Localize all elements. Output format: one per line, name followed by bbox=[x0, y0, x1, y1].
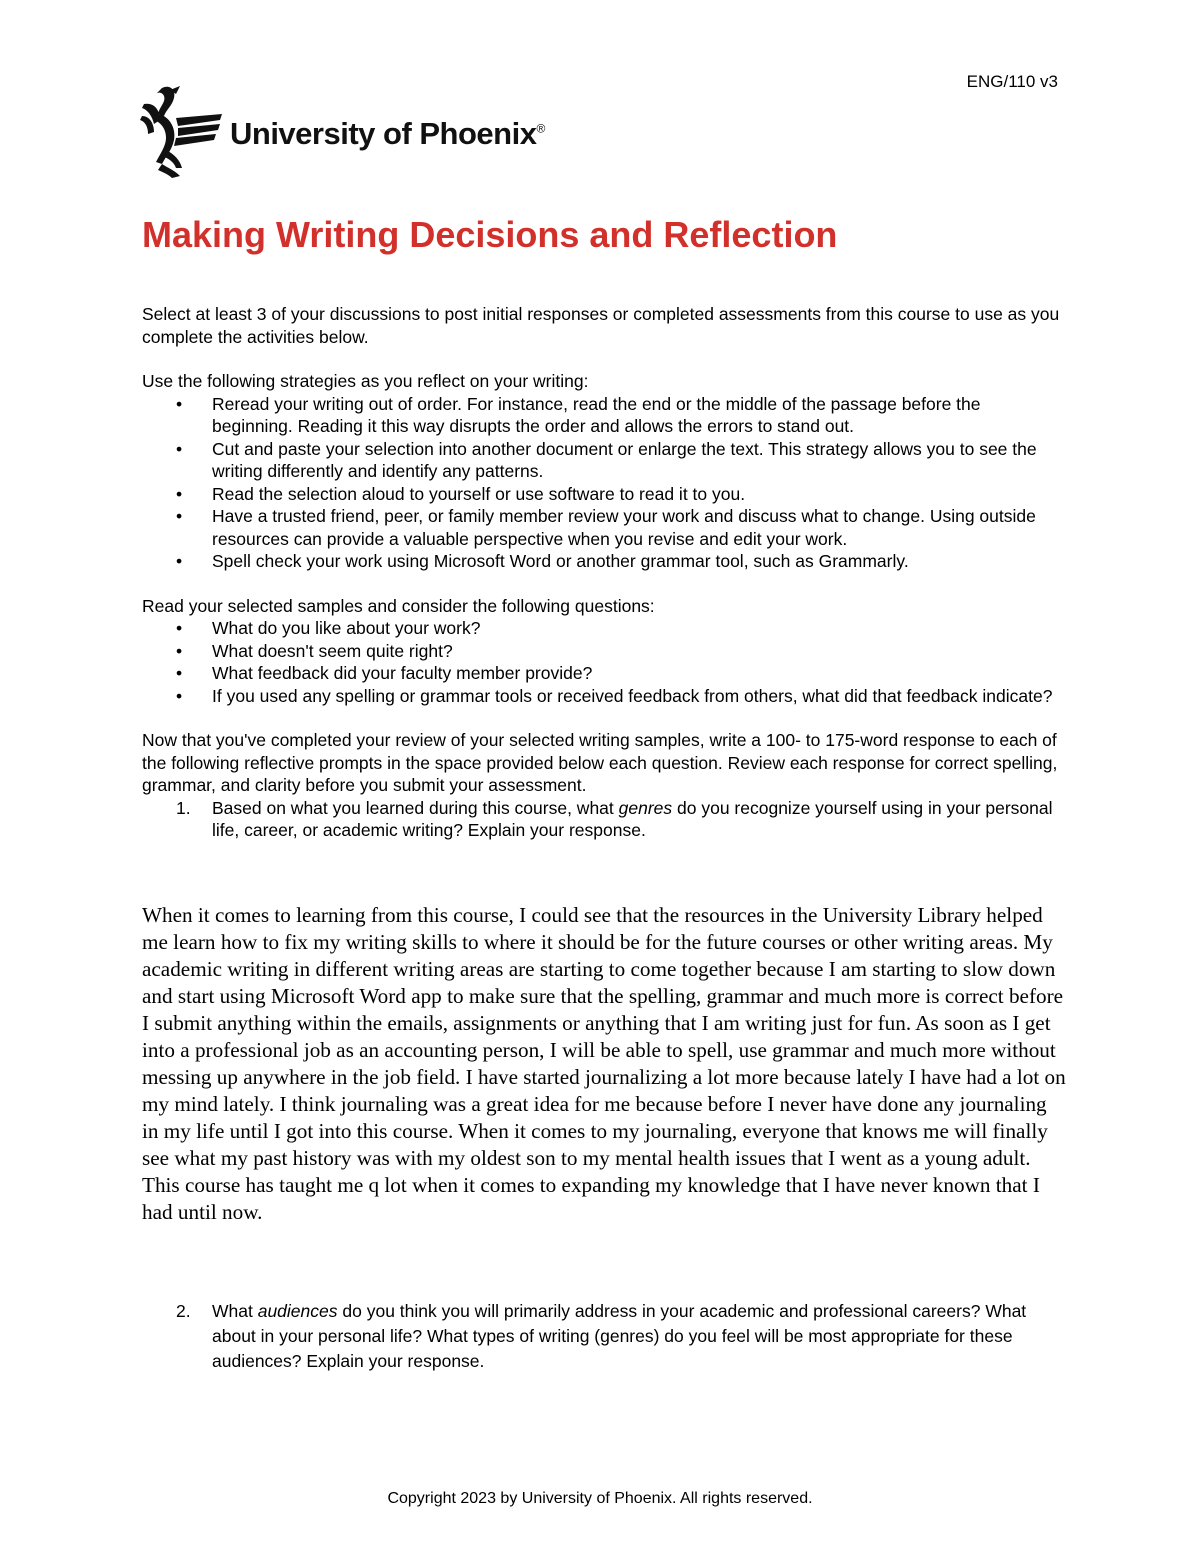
phoenix-bird-icon bbox=[140, 84, 224, 180]
prompt-2: 2. What audiences do you think you will primarily address in your academic and professional careers? What about in your personal life? What types of writing (genres) do you feel will be most appropriate for these audiences? Explain your response. bbox=[176, 1301, 1027, 1371]
bullet-icon: • bbox=[176, 618, 183, 638]
intro-paragraph: Select at least 3 of your discussions to post initial responses or completed assessments from this course to use as you complete the activities below. bbox=[142, 304, 1060, 347]
bullet-icon: • bbox=[176, 483, 183, 504]
list-item: • Read the selection aloud to yourself or use software to read it to you. bbox=[176, 483, 746, 504]
university-logo bbox=[140, 84, 545, 180]
strategies-lead: Use the following strategies as you reflect on your writing: bbox=[142, 371, 589, 391]
course-code: ENG/110 v3 bbox=[966, 72, 1058, 91]
list-item: • What do you like about your work? bbox=[176, 618, 481, 638]
emphasis-genres: genres bbox=[618, 797, 673, 818]
registered-mark: ® bbox=[536, 121, 545, 136]
prompt-number: 2. bbox=[176, 1301, 191, 1321]
bullet-icon: • bbox=[176, 663, 183, 683]
prompt-list-2 bbox=[142, 1299, 1072, 1374]
bullet-icon: • bbox=[176, 438, 183, 459]
list-item: • If you used any spelling or grammar tools or received feedback from others, what did that feedback indicate? bbox=[176, 685, 1053, 706]
response-1: When it comes to learning from this course, I could see that the resources in the University Library helped me learn how to fix my writing skills to where it should be for the future courses or other writing areas. My academic writing in different writing areas are starting to come together because I am starting to slow down and start using Microsoft Word app to make sure that the spelling, grammar and much more is correct before I submit anything within the emails, assignments or anything that I am writing just for fun. As soon as I get into a professional job as an accounting person, I will be able to spell, use grammar and much more without messing up anywhere in the job field. I have started journalizing a lot more because lately I have had a lot on my mind lately. I think journaling was a great idea for me because before I never have done any journaling in my life until I got into this course. When it comes to my journaling, everyone that knows me will finally see what my past history was with my oldest son to my mental health issues that I went as a young adult. This course has taught me q lot when it comes to expanding my knowledge that I have never known that I had until now. bbox=[142, 903, 1066, 1224]
prompt-1: 1. Based on what you learned during this course, what genres do you recognize yourself using in your personal life, career, or academic writing? Explain your response. bbox=[176, 797, 1053, 840]
bullet-icon: • bbox=[176, 506, 183, 526]
list-item: • Cut and paste your selection into another document or enlarge the text. This strategy allows you to see the writing differently and identify any patterns. bbox=[176, 438, 1037, 481]
prompt-list-1 bbox=[142, 797, 1062, 842]
bullet-icon: • bbox=[176, 551, 183, 571]
instructions-paragraph: Now that you've completed your review of your selected writing samples, write a 100- to 175-word response to each of the following reflective prompts in the space provided below each question. Review each response for correct spelling, grammar, and clarity before you submit your assessment. bbox=[142, 730, 1058, 795]
list-item: • Reread your writing out of order. For instance, read the end or the middle of the passage before the beginning. Reading it this way disrupts the order and allows the errors to stand out. bbox=[176, 393, 981, 436]
bullet-icon: • bbox=[176, 640, 183, 661]
bullet-icon: • bbox=[176, 685, 183, 706]
list-item: • Have a trusted friend, peer, or family member review your work and discuss what to change. Using outside resources can provide a valuable perspective when you revise and edit your work. bbox=[176, 506, 1036, 549]
prompt-number: 1. bbox=[176, 797, 191, 818]
logo-text: University of Phoenix® bbox=[230, 116, 545, 151]
list-item: • What feedback did your faculty member provide? bbox=[176, 663, 593, 683]
emphasis-audiences: audiences bbox=[257, 1301, 338, 1321]
list-item: • What doesn't seem quite right? bbox=[176, 640, 453, 661]
questions-list bbox=[142, 617, 1062, 707]
bullet-icon: • bbox=[176, 393, 183, 414]
copyright-footer: Copyright 2023 by University of Phoenix. All rights reserved. bbox=[387, 1490, 813, 1507]
page-title: Making Writing Decisions and Reflection bbox=[142, 214, 838, 255]
list-item: • Spell check your work using Microsoft Word or another grammar tool, such as Grammarly. bbox=[176, 551, 909, 571]
strategies-list bbox=[142, 393, 1062, 573]
assignment-instructions bbox=[142, 303, 1062, 842]
questions-lead: Read your selected samples and consider the following questions: bbox=[142, 595, 655, 616]
